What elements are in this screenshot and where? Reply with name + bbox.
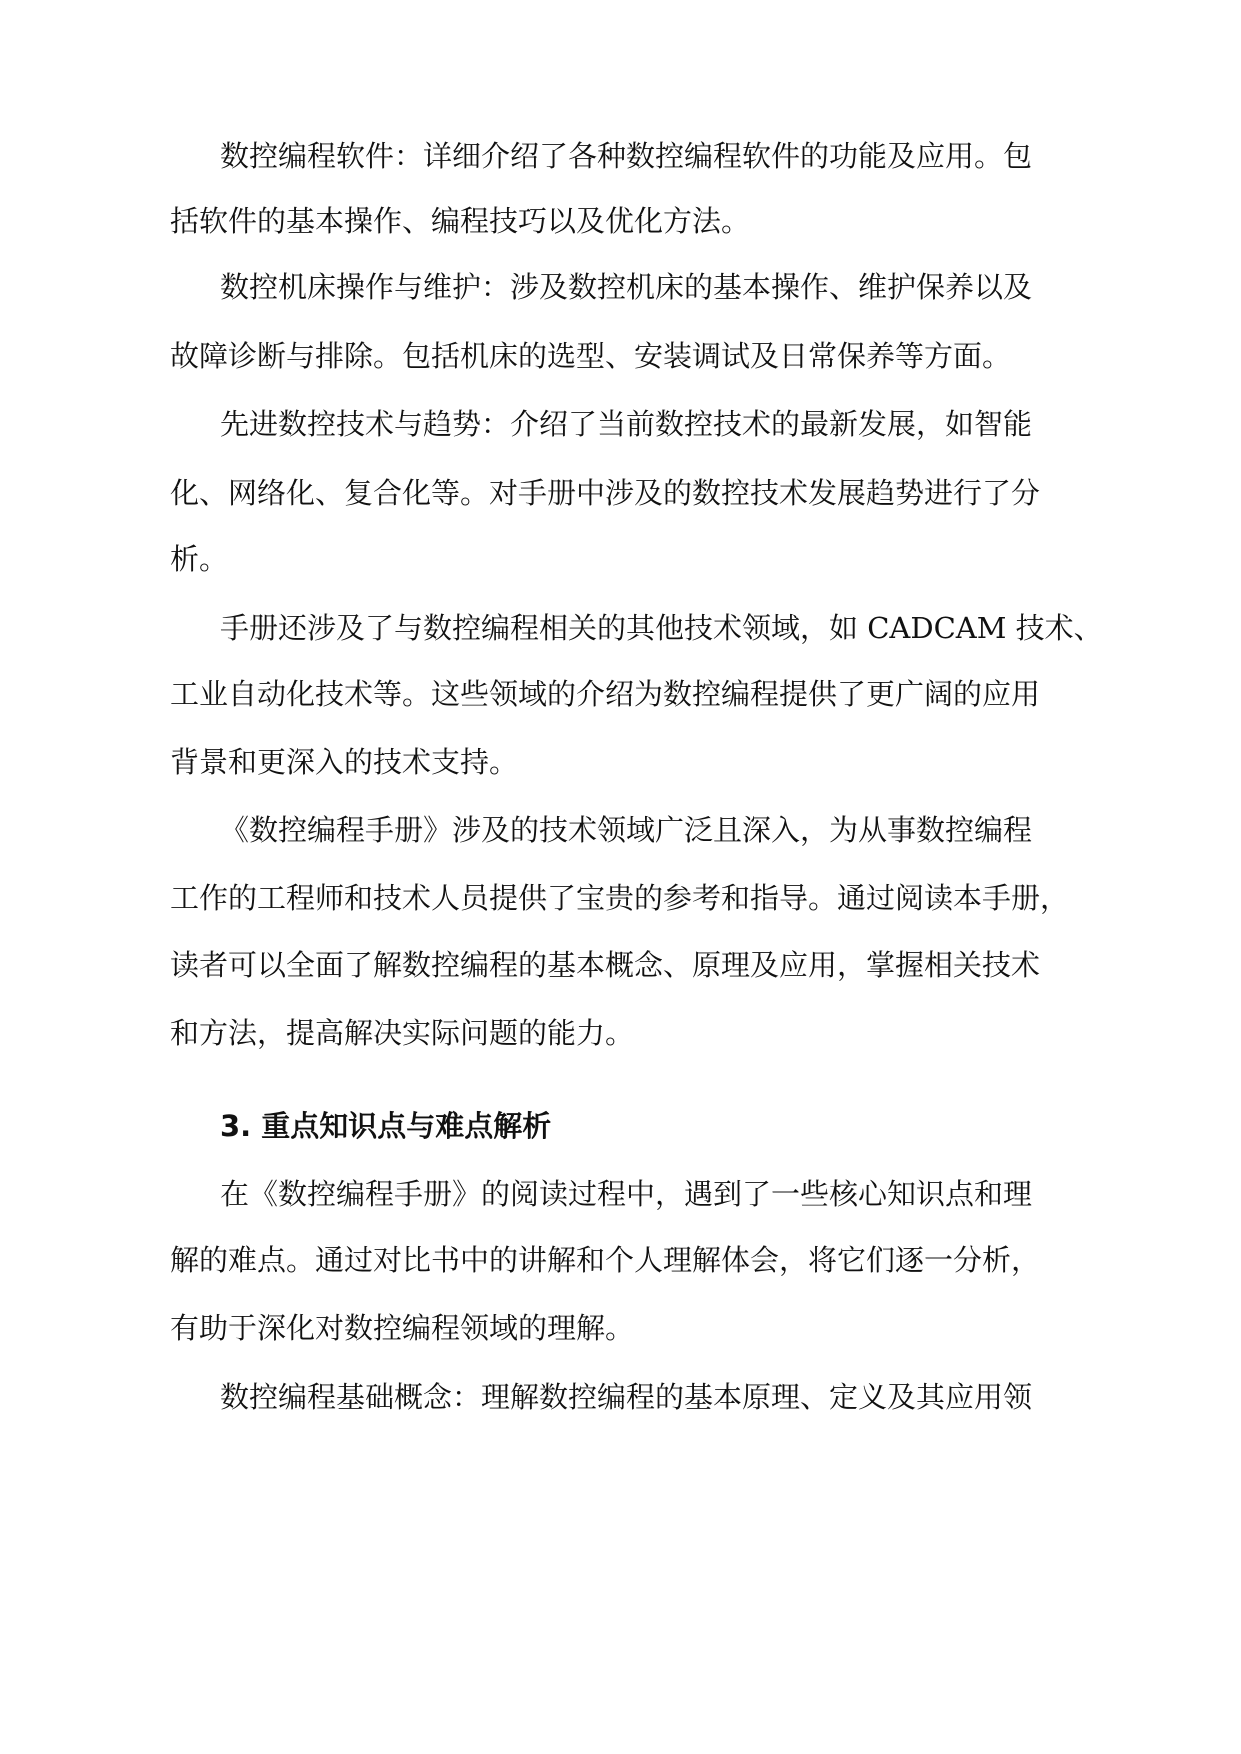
- paragraph-line: 解的难点。通过对比书中的讲解和个人理解体会，将它们逐一分析，: [170, 1243, 1041, 1277]
- paragraph-line: 手册还涉及了与数控编程相关的其他技术领域，如 CADCAM 技术、: [220, 611, 1103, 645]
- paragraph-line: 背景和更深入的技术支持。: [170, 745, 519, 779]
- paragraph-line: 工业自动化技术等。这些领域的介绍为数控编程提供了更广阔的应用: [170, 677, 1041, 711]
- paragraph-line: 在《数控编程手册》的阅读过程中，遇到了一些核心知识点和理: [220, 1177, 1033, 1211]
- section-heading: 3. 重点知识点与难点解析: [220, 1109, 552, 1143]
- paragraph-line: 和方法，提高解决实际问题的能力。: [170, 1016, 635, 1050]
- paragraph-line: 括软件的基本操作、编程技巧以及优化方法。: [170, 204, 751, 238]
- paragraph-line: 数控编程基础概念：理解数控编程的基本原理、定义及其应用领: [220, 1380, 1033, 1414]
- paragraph-line: 《数控编程手册》涉及的技术领域广泛且深入，为从事数控编程: [220, 813, 1033, 847]
- paragraph-line: 析。: [170, 542, 229, 576]
- paragraph-line: 工作的工程师和技术人员提供了宝贵的参考和指导。通过阅读本手册，: [170, 881, 1070, 915]
- paragraph-line: 先进数控技术与趋势：介绍了当前数控技术的最新发展，如智能: [220, 407, 1033, 441]
- paragraph-line: 故障诊断与排除。包括机床的选型、安装调试及日常保养等方面。: [170, 339, 1012, 373]
- paragraph-line: 化、网络化、复合化等。对手册中涉及的数控技术发展趋势进行了分: [170, 476, 1041, 510]
- paragraph-line: 有助于深化对数控编程领域的理解。: [170, 1311, 635, 1345]
- paragraph-line: 读者可以全面了解数控编程的基本概念、原理及应用，掌握相关技术: [170, 948, 1041, 982]
- paragraph-line: 数控机床操作与维护：涉及数控机床的基本操作、维护保养以及: [220, 270, 1033, 304]
- paragraph-line: 数控编程软件：详细介绍了各种数控编程软件的功能及应用。包: [220, 139, 1033, 173]
